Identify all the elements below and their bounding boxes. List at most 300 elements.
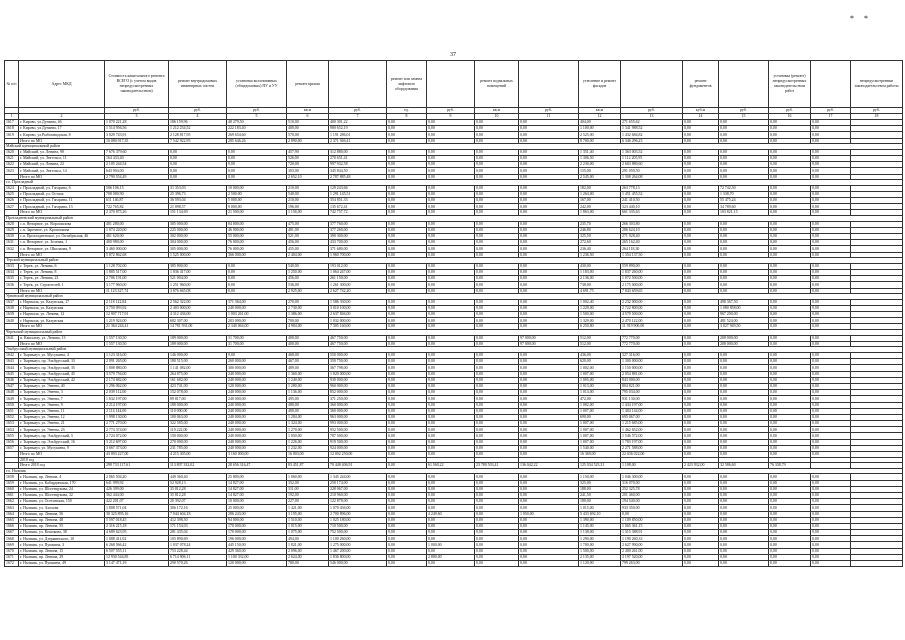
value-cell: 291 059,50: [621, 168, 683, 174]
value-cell: 10 000,00: [227, 185, 287, 191]
value-cell: 1 586 330,00: [329, 299, 387, 305]
value-cell: 1 404 144,00: [621, 408, 683, 414]
value-cell: 1 421,00: [287, 505, 329, 511]
row-number-cell: 1623: [5, 168, 19, 174]
value-cell: 0,00: [811, 174, 851, 180]
value-cell: 3 876 665,08: [169, 288, 227, 294]
value-cell: 0,00: [427, 276, 475, 282]
value-cell: 322 585,00: [169, 421, 227, 427]
value-cell: 1 229,00: [579, 305, 621, 311]
value-cell: 0,00: [811, 353, 851, 359]
value-cell: 2 118 122,84: [105, 299, 169, 305]
value-cell: 0,00: [519, 421, 579, 427]
row-number-cell: 1651: [5, 408, 19, 414]
value-cell: 12 002 250,00: [329, 452, 387, 458]
value-cell: 0,00: [811, 445, 851, 451]
value-cell: 371 680,00: [329, 246, 387, 252]
value-cell: 0,00: [683, 120, 719, 126]
row-number-cell: 1620: [5, 149, 19, 155]
value-cell: 952 500,00: [329, 427, 387, 433]
value-cell: 0,00: [811, 288, 851, 294]
value-cell: 0,00: [683, 288, 719, 294]
value-cell: 0,00: [519, 138, 579, 144]
value-cell: 0,00: [427, 433, 475, 439]
value-cell: 0,00: [475, 554, 519, 560]
column-header-14: ремонт фундаментов: [683, 61, 719, 108]
value-cell: 426 399,00: [105, 486, 169, 492]
value-cell: 1 261 300,00: [329, 282, 387, 288]
value-cell: 0,00: [769, 138, 811, 144]
address-cell: г. Тырныауз, ул. Энеева, 9: [19, 402, 105, 408]
value-cell: 2 790 554,49: [105, 174, 169, 180]
value-cell: 0,00: [169, 162, 227, 168]
row-number-cell: 1662: [5, 499, 19, 505]
value-cell: 1 290,00: [579, 536, 621, 542]
value-cell: 0,00: [387, 511, 427, 517]
value-cell: 155,00: [579, 168, 621, 174]
value-cell: 180 515,00: [169, 359, 227, 365]
value-cell: 14 781 931,00: [169, 324, 227, 330]
value-cell: 231 785,00: [169, 445, 227, 451]
value-cell: 0,00: [475, 408, 519, 414]
value-cell: 1 270,00: [287, 427, 329, 433]
value-cell: 0,00: [475, 174, 519, 180]
value-cell: 1 070 436,00: [329, 505, 387, 511]
value-cell: 0,00: [387, 252, 427, 258]
value-cell: 0,00: [719, 505, 769, 511]
value-cell: 1 284,00: [287, 414, 329, 420]
value-cell: 456,00: [287, 276, 329, 282]
value-cell: 0,00: [769, 371, 811, 377]
value-cell: 430,00: [579, 263, 621, 269]
value-cell: 0,00: [475, 246, 519, 252]
value-cell: 110 000,00: [169, 408, 227, 414]
value-cell: 0,00: [387, 554, 427, 560]
address-cell: г. Нальчик, ул. Пушкина, 49: [19, 561, 105, 567]
value-cell: 0,00: [811, 120, 851, 126]
value-cell: 0,00: [769, 530, 811, 536]
value-cell: 456,00: [287, 240, 329, 246]
value-cell: 0,00: [475, 561, 519, 567]
value-cell: 0,00: [719, 530, 769, 536]
value-cell: 1 836 417,00: [169, 269, 227, 275]
value-cell: 0,00: [475, 377, 519, 383]
value-cell: 0,00: [519, 499, 579, 505]
value-cell: 2 627 742,20: [329, 288, 387, 294]
value-cell: 22 036 022,00: [621, 452, 683, 458]
value-cell: 0,00: [387, 191, 427, 197]
value-cell: 787 500,00: [329, 433, 387, 439]
value-cell: 241 410,50: [621, 198, 683, 204]
value-cell: 7 843 659,65: [621, 288, 683, 294]
group-heading: Прохладненский муниципальный район: [5, 216, 903, 222]
value-cell: 1 003 261,00: [227, 312, 287, 318]
value-cell: 0,00: [811, 263, 851, 269]
value-cell: 0,00: [683, 335, 719, 341]
value-cell: 25 800,00: [227, 474, 287, 480]
value-cell: 0,00: [519, 396, 579, 402]
value-cell: 495,00: [287, 396, 329, 402]
unit-cell-11: руб.: [519, 108, 579, 114]
value-cell: 311,00: [287, 486, 329, 492]
value-cell: 1 000,00: [427, 542, 475, 548]
value-cell: 0,00: [683, 517, 719, 523]
address-cell: г. Майский, ул. Ленина, 98: [19, 149, 105, 155]
value-cell: 241,50: [579, 492, 621, 498]
value-cell: 559 890,00: [621, 263, 683, 269]
value-cell: 400 301,22: [329, 120, 387, 126]
value-cell: 0,00: [427, 149, 475, 155]
value-cell: 0,00: [519, 227, 579, 233]
value-cell: 61 560,22: [427, 463, 475, 469]
group-heading: Терский муниципальный район: [5, 258, 903, 264]
value-cell: 0,00: [519, 433, 579, 439]
value-cell: 0,00: [683, 305, 719, 311]
address-cell: с.п. Янтарное, ул. Школьная, 9: [19, 246, 105, 252]
value-cell: 0,00: [683, 185, 719, 191]
value-cell: 0,00: [769, 318, 811, 324]
value-cell: 0,00: [683, 505, 719, 511]
value-cell: 21 500,00: [227, 210, 287, 216]
value-cell: 0,00: [519, 536, 579, 542]
value-cell: 312 880,00: [329, 149, 387, 155]
value-cell: 52 928,13: [169, 480, 227, 486]
value-cell: 105 890,69: [169, 536, 227, 542]
value-cell: 0,00: [811, 341, 851, 347]
value-cell: 1 264,00: [579, 191, 621, 197]
row-number-cell: 1649: [5, 396, 19, 402]
address-cell: г. Нальчик, пр. Ленина, 48: [19, 517, 105, 523]
value-cell: 0,00: [811, 480, 851, 486]
value-cell: 1 345 244,00: [329, 474, 387, 480]
value-cell: 0,00: [387, 427, 427, 433]
value-cell: 2 700 896,00: [329, 511, 387, 517]
value-cell: 0,00: [719, 486, 769, 492]
address-cell: г. Нальчик, ул. Кешокова, 38: [19, 530, 105, 536]
value-cell: 0,00: [427, 120, 475, 126]
value-cell: 1 065 361,15: [621, 523, 683, 529]
value-cell: 2 054 881,00: [621, 371, 683, 377]
value-cell: 192,00: [287, 492, 329, 498]
value-cell: 0,00: [427, 505, 475, 511]
value-cell: 0,00: [811, 371, 851, 377]
value-cell: 0,00: [475, 371, 519, 377]
value-cell: 298 733 117,61: [105, 463, 169, 469]
value-cell: 0,00: [683, 408, 719, 414]
value-cell: 521 004,00: [169, 276, 227, 282]
value-cell: 753 228,44: [169, 548, 227, 554]
value-cell: 1 500,00: [579, 312, 621, 318]
row-number-cell: 1626: [5, 198, 19, 204]
value-cell: 480,00: [287, 408, 329, 414]
value-cell: 708 080,90: [105, 191, 169, 197]
value-cell: 367 798,00: [329, 365, 387, 371]
column-header-10: ремонт подвальных помещений: [475, 61, 519, 108]
value-cell: 260 000,00: [227, 359, 287, 365]
address-cell: Итого по МО: [19, 174, 105, 180]
value-cell: 0,00: [719, 408, 769, 414]
column-number-4: 4: [169, 114, 227, 120]
value-cell: 2 175 000,00: [621, 282, 683, 288]
value-cell: 641 999,92: [105, 480, 169, 486]
value-cell: 0,00: [227, 162, 287, 168]
value-cell: 3 667 373,00: [105, 445, 169, 451]
column-number-7: 7: [329, 114, 387, 120]
value-cell: 0,00: [519, 492, 579, 498]
row-number-cell: 1661: [5, 492, 19, 498]
value-cell: 0,00: [683, 377, 719, 383]
value-cell: 0,00: [387, 377, 427, 383]
value-cell: 0,00: [769, 492, 811, 498]
value-cell: 0,00: [719, 138, 769, 144]
value-cell: 0,00: [683, 561, 719, 567]
value-cell: 0,00: [475, 204, 519, 210]
value-cell: 0,00: [811, 402, 851, 408]
value-cell: 0,00: [475, 185, 519, 191]
value-cell: 390 300,00: [329, 234, 387, 240]
value-cell: 1 007,00: [579, 427, 621, 433]
unit-cell-13: руб.: [621, 108, 683, 114]
value-cell: 270,00: [287, 299, 329, 305]
value-cell: 0,00: [387, 530, 427, 536]
value-cell: 6 250,80: [579, 324, 621, 330]
value-cell: 0,00: [719, 439, 769, 445]
value-cell: 3 195,00: [287, 511, 329, 517]
value-cell: 0,00: [387, 396, 427, 402]
capital-repair-table: [4, 60, 903, 567]
value-cell: 0,00: [519, 155, 579, 161]
value-cell: 0,00: [769, 511, 811, 517]
value-cell: 0,00: [475, 523, 519, 529]
address-cell: г. Тырныауз, пр. Эльбрусский, 5: [19, 433, 105, 439]
value-cell: 2 136,00: [579, 276, 621, 282]
column-header-5: установка коллективных (общедомовых) ПУ и УУ: [227, 61, 287, 108]
value-cell: 0,00: [811, 474, 851, 480]
value-cell: 0,00: [811, 505, 851, 511]
value-cell: 6 507 555,11: [105, 548, 169, 554]
value-cell: 1 700,00: [579, 542, 621, 548]
value-cell: 0,00: [719, 536, 769, 542]
value-cell: 97 000,00: [519, 341, 579, 347]
row-number-cell: 1663: [5, 505, 19, 511]
value-cell: 2 706 191,00: [105, 276, 169, 282]
value-cell: 661 335,63: [621, 210, 683, 216]
row-number-cell: 1619: [5, 132, 19, 138]
address-cell: г. Прохладный, ул. Гагарина, 6: [19, 185, 105, 191]
value-cell: 0,00: [719, 517, 769, 523]
value-cell: 540,00: [287, 263, 329, 269]
value-cell: 0,00: [683, 282, 719, 288]
value-cell: 0,00: [427, 204, 475, 210]
value-cell: 0,00: [683, 204, 719, 210]
value-cell: 270 651,41: [329, 155, 387, 161]
value-cell: 240 000,00: [227, 371, 287, 377]
value-cell: 2 128 817,95: [169, 132, 227, 138]
value-cell: 0,00: [475, 474, 519, 480]
value-cell: 0,00: [683, 421, 719, 427]
value-cell: 0,00: [519, 132, 579, 138]
unit-cell-9: руб.: [427, 108, 475, 114]
value-cell: 366 000,00: [227, 252, 287, 258]
group-heading: г.о. Прохладный: [5, 180, 903, 186]
value-cell: 400,00: [287, 335, 329, 341]
value-cell: 0,00: [683, 523, 719, 529]
value-cell: 0,00: [683, 511, 719, 517]
row-number-cell: 1670: [5, 548, 19, 554]
value-cell: 1 434 197,00: [621, 402, 683, 408]
value-cell: 695 067,00: [621, 414, 683, 420]
value-cell: 0,00: [427, 402, 475, 408]
value-cell: 1 324,00: [287, 421, 329, 427]
value-cell: 0,00: [519, 542, 579, 548]
value-cell: 0,00: [519, 517, 579, 523]
value-cell: 611 146,87: [105, 198, 169, 204]
value-cell: 0,00: [769, 324, 811, 330]
value-cell: 1 145,00: [579, 523, 621, 529]
value-cell: 0,00: [811, 204, 851, 210]
value-cell: 510,00: [287, 120, 329, 126]
value-cell: 0,00: [769, 439, 811, 445]
value-cell: 1 821,00: [287, 542, 329, 548]
value-cell: 240 000,00: [227, 414, 287, 420]
value-cell: 0,00: [719, 427, 769, 433]
value-cell: 2 403 000,00: [169, 305, 227, 311]
value-cell: 11 919 900,00: [621, 324, 683, 330]
value-cell: 1 632 197,00: [105, 396, 169, 402]
value-cell: 302 000,00: [169, 234, 227, 240]
column-number-15: 15: [719, 114, 769, 120]
row-number-cell: 1634: [5, 269, 19, 275]
value-cell: 0,00: [519, 390, 579, 396]
value-cell: 0,00: [475, 168, 519, 174]
value-cell: 151 134,69: [169, 210, 227, 216]
capital-repair-table-container: [4, 60, 902, 567]
value-cell: 0,00: [683, 341, 719, 347]
value-cell: 0,00: [719, 390, 769, 396]
value-cell: 0,00: [811, 390, 851, 396]
value-cell: 480,00: [287, 402, 329, 408]
value-cell: 0,00: [811, 132, 851, 138]
value-cell: 0,00: [769, 480, 811, 486]
value-cell: 2 545,00: [579, 174, 621, 180]
value-cell: 306 172,16: [169, 505, 227, 511]
value-cell: 0,00: [387, 210, 427, 216]
value-cell: 0,00: [427, 548, 475, 554]
value-cell: 5 000,00: [227, 198, 287, 204]
value-cell: 429 360,00: [227, 548, 287, 554]
address-cell: г. Тырныауз, пр. Эльбрусский, 33: [19, 359, 105, 365]
value-cell: 0,00: [683, 353, 719, 359]
value-cell: 489,00: [287, 365, 329, 371]
value-cell: 930 000,00: [329, 377, 387, 383]
value-cell: 0,00: [769, 191, 811, 197]
value-cell: 14 827,00: [227, 492, 287, 498]
value-cell: 0,00: [475, 396, 519, 402]
column-header-18: непредусмотренные законодательством работы: [851, 61, 903, 108]
value-cell: 400,00: [287, 126, 329, 132]
address-cell: г. Нальчик, ул. Ахохова: [19, 505, 105, 511]
value-cell: 0,00: [719, 234, 769, 240]
unit-cell-10: кв.м: [475, 108, 519, 114]
row-number-cell: 1636: [5, 282, 19, 288]
value-cell: 362 444,00: [105, 492, 169, 498]
value-cell: 0,00: [811, 299, 851, 305]
value-cell: 0,00: [475, 353, 519, 359]
value-cell: 0,00: [427, 523, 475, 529]
value-cell: 2 091 265,00: [105, 359, 169, 365]
value-cell: 3 197 520,00: [621, 554, 683, 560]
address-cell: г. Кирово, ул.Рыбозаводская, 8: [19, 132, 105, 138]
value-cell: 0,00: [227, 276, 287, 282]
value-cell: 0,00: [427, 198, 475, 204]
column-number-1: 1: [5, 114, 19, 120]
value-cell: 263 778,13: [621, 185, 683, 191]
value-cell: 0,00: [811, 335, 851, 341]
row-number-cell: 1639: [5, 312, 19, 318]
value-cell: 412 398,50: [169, 517, 227, 523]
value-cell: 0,00: [683, 433, 719, 439]
value-cell: 2 105 244,54: [105, 162, 169, 168]
value-cell: 0,00: [769, 155, 811, 161]
value-cell: 84 000,00: [227, 221, 287, 227]
value-cell: 94 000,00: [227, 517, 287, 523]
value-cell: 1 007,00: [579, 439, 621, 445]
value-cell: 1 467 200,00: [329, 548, 387, 554]
column-header-11: [519, 61, 579, 108]
value-cell: 3 029 743,91: [105, 132, 169, 138]
value-cell: 0,00: [427, 359, 475, 365]
value-cell: 0,00: [683, 402, 719, 408]
value-cell: 1 128 702,00: [105, 263, 169, 269]
value-cell: 1 557 130,50: [105, 341, 169, 347]
value-cell: 1 338,70: [719, 191, 769, 197]
value-cell: 0,00: [519, 359, 579, 365]
value-cell: 0,00: [427, 452, 475, 458]
address-cell: г. Майский, ул. Энгельса, 11: [19, 155, 105, 161]
value-cell: 0,00: [387, 138, 427, 144]
column-number-17: 17: [811, 114, 851, 120]
address-cell: г. Прохладный, ул. Гагарина, 13: [19, 204, 105, 210]
value-cell: 1 306,50: [579, 155, 621, 161]
value-cell: 167,00: [579, 198, 621, 204]
value-cell: 710 500,00: [329, 523, 387, 529]
value-cell: 377 760,00: [329, 221, 387, 227]
value-cell: 46 000,00: [227, 227, 287, 233]
value-cell: 325,00: [579, 480, 621, 486]
value-cell: 540,00: [287, 191, 329, 197]
address-cell: г. Нальчик, ул. Кабардинская, 170: [19, 480, 105, 486]
row-number-cell: 1664: [5, 511, 19, 517]
row-number-cell: 1635: [5, 276, 19, 282]
value-cell: 546 000,00: [329, 561, 387, 567]
value-cell: 0,00: [683, 439, 719, 445]
value-cell: 83 451,87: [287, 463, 329, 469]
value-cell: 2 370 875,26: [105, 210, 169, 216]
row-number-cell: 1655: [5, 433, 19, 439]
value-cell: 2 135,00: [579, 554, 621, 560]
column-number-12: 12: [579, 114, 621, 120]
value-cell: 210 960,00: [329, 492, 387, 498]
value-cell: 12 907 717,91: [105, 312, 169, 318]
value-cell: 0,00: [427, 492, 475, 498]
value-cell: 0,00: [475, 288, 519, 294]
value-cell: 240 000,00: [227, 390, 287, 396]
value-cell: 0,00: [427, 240, 475, 246]
value-cell: 21 098,57: [169, 204, 227, 210]
value-cell: 186 159,96: [169, 120, 227, 126]
address-cell: г. Нальчик, ул. Шогенцукова, 32: [19, 492, 105, 498]
value-cell: 0,00: [427, 408, 475, 414]
